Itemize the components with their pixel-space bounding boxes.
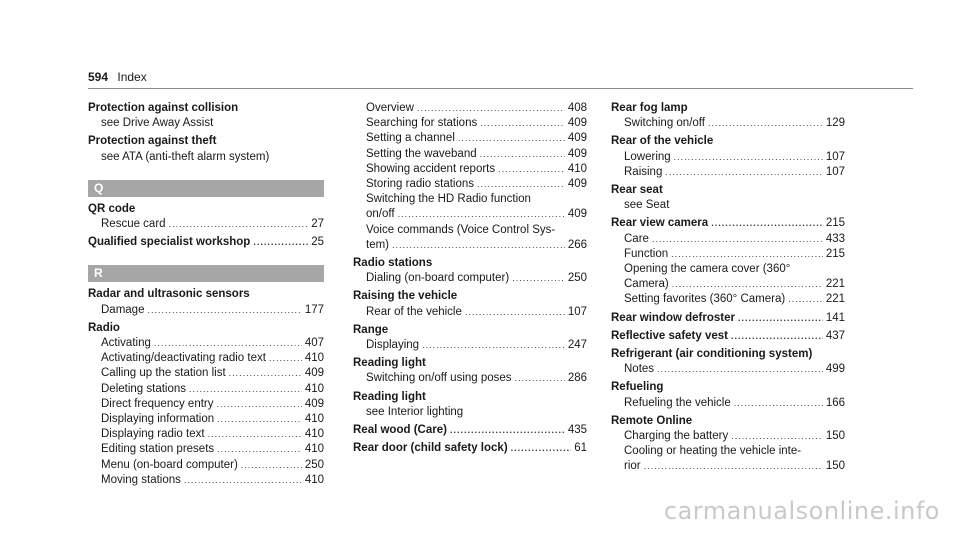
subentry-term: tem) [366,238,389,251]
page-reference: 409 [567,147,587,160]
page-reference: 141 [825,311,845,324]
leader-dots [189,382,302,397]
header-divider [88,88,913,89]
index-entry [611,380,845,410]
leader-dots [652,232,823,247]
subentry-term: Activating [101,337,151,350]
page-header [88,70,147,84]
index-group-q [88,202,324,254]
index-subentry-line [353,101,587,116]
leader-dots [458,131,565,146]
index-entry-line [88,321,324,336]
subentry-term: Activating/deactivating radio text [101,352,266,365]
leader-dots [269,351,302,366]
entry-term: Rear door (child safety lock) [353,442,508,455]
index-group-col3 [611,101,845,478]
watermark: carmanualsonline.info [663,497,940,525]
index-entry-line [353,390,587,405]
subentry-term: see ATA (anti-theft alarm system) [101,150,270,163]
leader-dots [398,207,565,222]
subentry-term: Switching on/off [624,117,705,130]
section-letter-r: R [88,265,324,282]
subentry-term: Switching on/off using poses [366,372,512,385]
page-reference: 215 [825,217,845,230]
page-reference: 107 [825,165,845,178]
index-subentry-line [611,277,845,292]
index-column-3 [611,101,845,478]
leader-dots [671,247,823,262]
page-reference: 435 [567,424,587,437]
index-entry-line [611,134,845,149]
page-reference: 150 [825,430,845,443]
index-subentry-line [353,162,587,177]
page-reference: 215 [825,247,845,260]
entry-term: Reading light [353,390,426,403]
index-entry [353,289,587,319]
entry-term: Qualified specialist workshop [88,236,251,249]
index-entry-line [611,101,845,116]
subentry-term: Editing station presets [101,443,215,456]
index-entry-line [611,380,845,395]
entry-term: Radio [88,321,120,334]
index-subentry-line [353,371,587,386]
page-reference: 410 [304,443,324,456]
index-subentry-line [88,427,324,442]
leader-dots [217,442,302,457]
index-subentry-line [353,223,587,238]
index-subentry-line [611,165,845,180]
index-subentry-line [353,305,587,320]
index-column-2 [353,101,587,459]
leader-dots [253,235,308,250]
subentry-term: Overview [366,102,414,114]
leader-dots [788,292,823,307]
leader-dots [450,423,565,438]
leader-dots [422,338,565,353]
leader-dots [498,162,565,177]
index-group-pre [88,101,324,168]
index-subentry-line [88,303,324,318]
index-entry-line [88,134,324,149]
entry-term: Refrigerant (air conditioning system) [611,348,813,361]
index-entry [611,183,845,213]
page-reference: 177 [304,303,324,316]
index-subentry-line [88,382,324,397]
subentry-term: Displaying radio text [101,428,205,441]
entry-term: Refueling [611,381,664,394]
index-subentry-line [353,271,587,286]
entry-term: Radar and ultrasonic sensors [88,288,250,301]
leader-dots [147,303,301,318]
page-reference: 409 [567,208,587,221]
page-reference: 286 [567,372,587,385]
index-entry [353,256,587,286]
page-reference: 408 [567,102,587,114]
index-entry [611,414,845,475]
subentry-term: Charging the battery [624,430,729,443]
leader-dots [480,116,565,131]
page-reference: 409 [567,117,587,130]
page-reference: 221 [825,293,845,306]
page-reference: 437 [825,329,845,342]
leader-dots [672,277,823,292]
index-entry-line [611,414,845,429]
entry-term: Reading light [353,357,426,370]
entry-term: Rear view camera [611,217,709,230]
leader-dots [392,238,565,253]
index-entry-line [353,256,587,271]
leader-dots [465,305,565,320]
index-entry-line [353,356,587,371]
subentry-term: Lowering [624,150,671,163]
subentry-term: Damage [101,303,145,316]
index-subentry-line [353,192,587,207]
subentry-term: Opening the camera cover (360° [624,263,791,276]
subentry-term: Moving stations [101,473,181,486]
index-entry [353,356,587,386]
subentry-term: Camera) [624,278,669,291]
subentry-term: Calling up the station list [101,367,226,380]
index-group-r [88,287,324,491]
page-reference: 107 [825,150,845,163]
page-reference: 250 [567,272,587,285]
page-reference: 247 [567,339,587,352]
entry-term: Protection against theft [88,135,217,148]
entry-term: Reflective safety vest [611,329,728,342]
page-reference: 409 [304,367,324,380]
subentry-term: Notes [624,363,655,376]
index-subentry-line [611,247,845,262]
leader-dots [734,396,823,411]
subentry-term: Switching the HD Radio function [366,193,531,206]
entry-term: Rear window defroster [611,311,735,324]
index-entry [88,321,324,488]
index-subentry-line [88,336,324,351]
page-reference: 409 [567,178,587,191]
index-entry-line [353,423,587,438]
leader-dots [512,271,565,286]
index-subentry-line [88,217,324,232]
index-entry [611,101,845,131]
index-entry [88,235,324,250]
subentry-term: Deleting stations [101,382,187,395]
leader-dots [229,366,302,381]
index-entry-line [611,216,845,231]
leader-dots [731,429,823,444]
page-reference: 266 [567,238,587,251]
leader-dots [665,165,822,180]
page-reference: 410 [304,382,324,395]
leader-dots [154,336,302,351]
index-entry [611,134,845,180]
subentry-term: Refueling the vehicle [624,396,731,409]
index-entry [353,390,587,420]
index-subentry-line [88,116,324,131]
page-reference: 410 [304,352,324,365]
subentry-term: see Drive Away Assist [101,117,214,130]
index-entry-line [611,347,845,362]
page-reference: 410 [304,428,324,441]
index-entry-line [611,311,845,326]
index-subentry-line [353,177,587,192]
index-subentry-line [88,351,324,366]
subentry-term: Function [624,247,669,260]
leader-dots [515,371,565,386]
index-entry-line [353,441,587,456]
subentry-term: Searching for stations [366,117,478,130]
index-subentry-line [88,442,324,457]
index-column-1 [88,101,324,491]
leader-dots [644,459,823,474]
leader-dots [477,177,565,192]
page-title: Index [117,70,147,84]
leader-dots [708,116,823,131]
subentry-term: Raising [624,165,663,178]
page-reference: 409 [304,397,324,410]
page-reference: 409 [567,132,587,145]
index-subentry-line [611,429,845,444]
index-subentry-line [611,150,845,165]
index-subentry-line [611,292,845,307]
leader-dots [208,427,302,442]
entry-term: QR code [88,202,136,215]
entry-term: Protection against collision [88,102,239,114]
index-entry-line [353,289,587,304]
leader-dots [169,217,309,232]
subentry-term: Voice commands (Voice Control Sys- [366,223,556,236]
page-reference: 410 [304,413,324,426]
page-reference: 166 [825,396,845,409]
leader-dots [657,362,823,377]
page-reference: 107 [567,305,587,318]
leader-dots [480,147,565,162]
leader-dots [217,412,302,427]
leader-dots [417,101,565,116]
index-entry [611,329,845,344]
index-group-col2 [353,256,587,459]
subentry-term: Menu (on-board computer) [101,458,238,471]
index-subentry-line [353,238,587,253]
index-entry [88,202,324,232]
leader-dots [674,150,823,165]
page-reference: 150 [825,460,845,473]
index-entry-line [88,287,324,302]
page-reference: 221 [825,278,845,291]
page-reference: 433 [825,232,845,245]
subentry-term: Cooling or heating the vehicle inte- [624,445,802,458]
entry-term: Real wood (Care) [353,424,447,437]
page-reference: 410 [304,473,324,486]
index-entry-line [88,235,324,250]
index-subentry-line [88,366,324,381]
subentry-term: Care [624,232,649,245]
subentry-term: Setting the waveband [366,147,477,160]
subentry-term: Rescue card [101,218,166,231]
subentry-term: Displaying information [101,413,215,426]
index-entry-line [353,323,587,338]
index-subentry-line [88,458,324,473]
index-subentry-line [611,396,845,411]
page-reference: 410 [567,162,587,175]
subentry-term: Displaying [366,339,420,352]
index-entry-line [88,202,324,217]
leader-dots [241,458,302,473]
entry-term: Rear fog lamp [611,102,688,114]
index-subentry-line [611,459,845,474]
subentry-term: see Seat [624,199,670,212]
index-entry [88,101,324,131]
index-subentry-line [88,150,324,165]
entry-term: Radio stations [353,257,433,270]
index-subentry-line [611,362,845,377]
index-subentry-line [611,444,845,459]
entry-term: Rear of the vehicle [611,135,714,148]
index-entry [353,441,587,456]
subentry-term: Setting a channel [366,132,455,145]
index-subentry-line [611,116,845,131]
page-reference: 25 [311,236,324,249]
entry-term: Range [353,323,389,336]
index-entry [353,423,587,438]
page-reference: 499 [825,363,845,376]
subentry-term: Setting favorites (360° Camera) [624,293,786,306]
index-entry [88,134,324,164]
index-subentry-line [353,338,587,353]
entry-term: Remote Online [611,414,693,427]
leader-dots [217,397,302,412]
leader-dots [711,216,823,231]
page-reference: 407 [304,337,324,350]
page-reference: 250 [304,458,324,471]
entry-term: Rear seat [611,184,663,197]
index-group-radio-continued [353,101,587,256]
index-entry [611,347,845,377]
subentry-term: Storing radio stations [366,178,475,191]
page-reference: 129 [825,117,845,130]
section-letter-q: Q [88,180,324,197]
subentry-term: see Interior lighting [366,405,464,418]
index-subentry-line [611,198,845,213]
index-subentry-line [611,232,845,247]
index-subentry-line [353,207,587,222]
index-subentry-line [353,116,587,131]
index-subentry-line [611,262,845,277]
index-subentry-line [353,405,587,420]
index-entry-line [88,101,324,116]
subentry-term: Direct frequency entry [101,397,214,410]
leader-dots [511,441,572,456]
entry-term: Raising the vehicle [353,290,458,303]
leader-dots [738,311,823,326]
index-subentry-line [88,473,324,488]
subentry-term: Dialing (on-board computer) [366,272,510,285]
index-entry [611,311,845,326]
index-entry [611,216,845,307]
subentry-term: rior [624,460,641,473]
subentry-term: on/off [366,208,395,221]
page-reference: 27 [311,218,324,231]
leader-dots [731,329,823,344]
subentry-term: Rear of the vehicle [366,305,462,318]
index-subentry-line [353,147,587,162]
index-entry-line [611,183,845,198]
leader-dots [184,473,302,488]
page-reference: 61 [574,442,587,455]
index-subentry-line [88,412,324,427]
index-subentry-line [88,397,324,412]
subentry-term: Showing accident reports [366,162,496,175]
index-entry-line [611,329,845,344]
index-entry [88,287,324,317]
index-entry [353,323,587,353]
index-subentry-line [353,131,587,146]
page-number: 594 [88,70,109,84]
